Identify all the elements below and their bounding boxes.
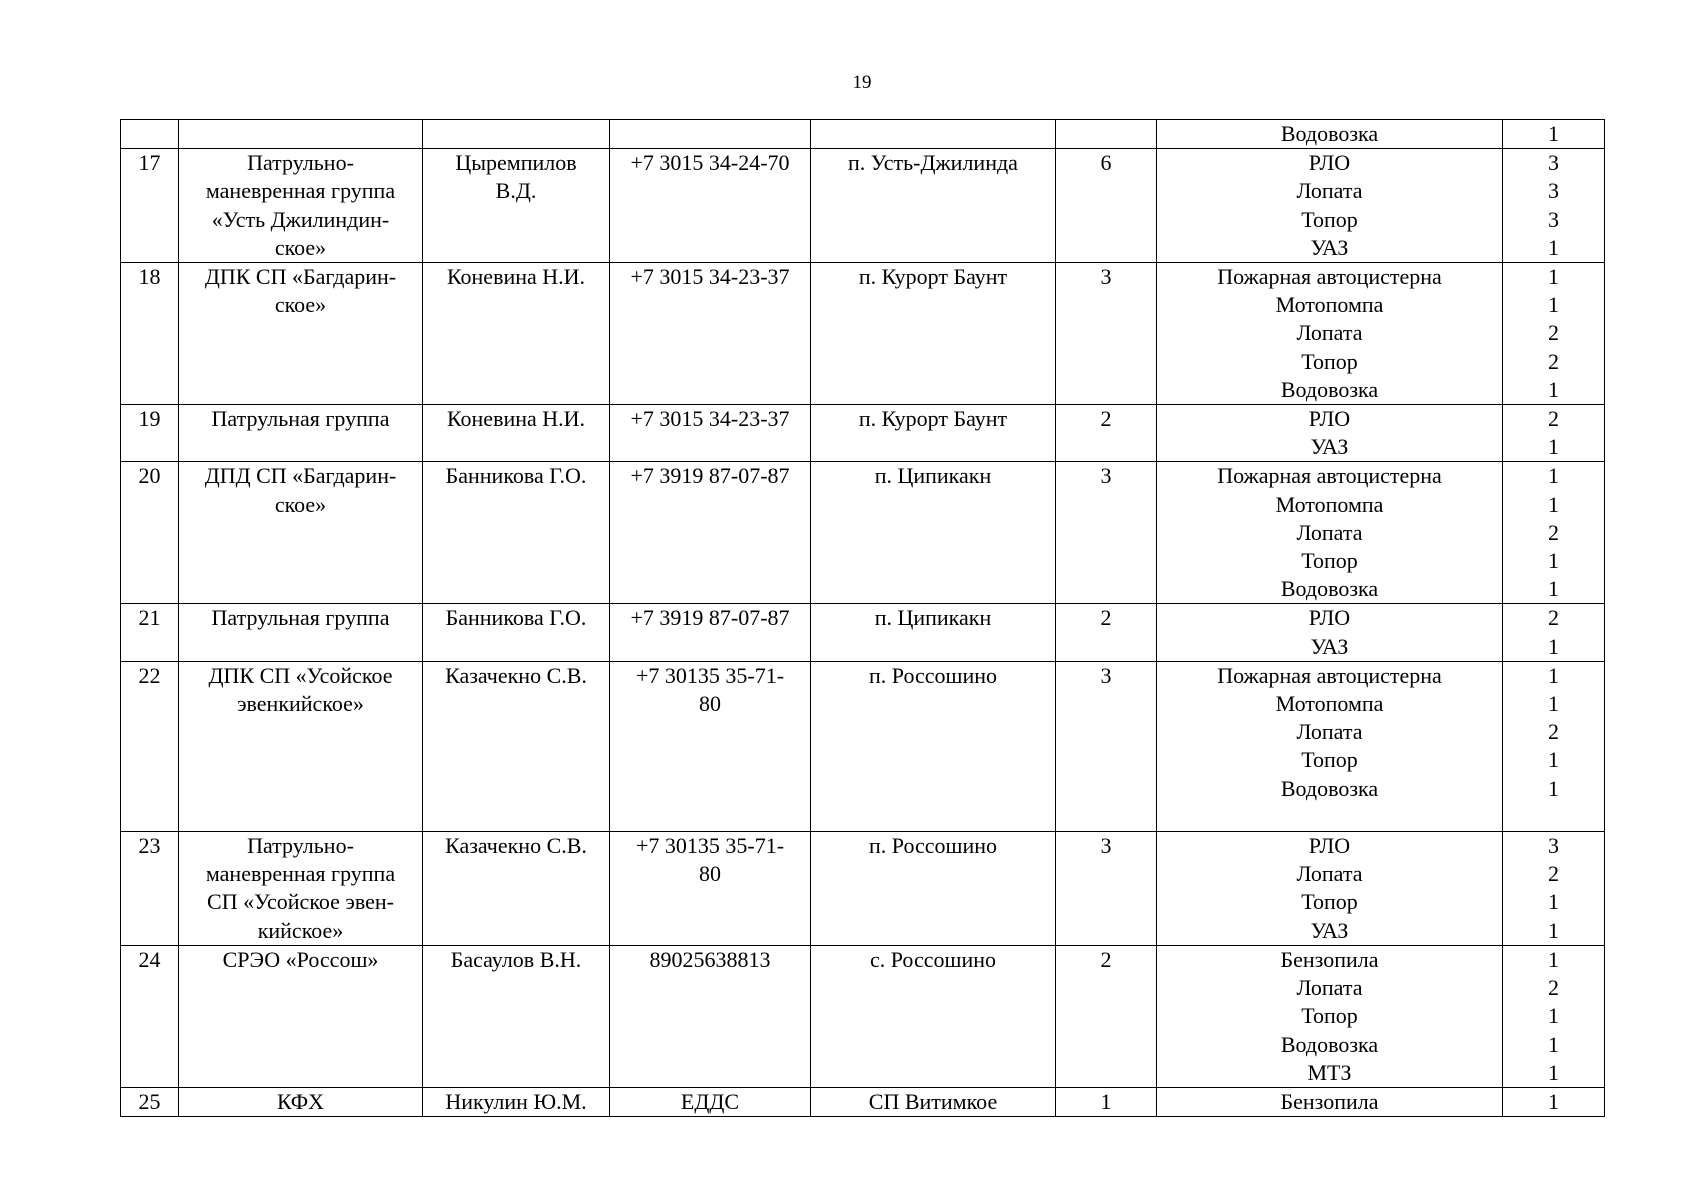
personnel-count-cell bbox=[1056, 1087, 1157, 1116]
unit-name-line: КФХ bbox=[277, 1088, 324, 1114]
unit-name-line: маневренная группа bbox=[205, 861, 396, 887]
phone-cell bbox=[610, 120, 811, 149]
row-number: 18 bbox=[138, 264, 161, 290]
personnel-count: 2 bbox=[1100, 605, 1112, 631]
head-name-cell bbox=[423, 263, 610, 405]
equipment-qty: 1 bbox=[1548, 775, 1559, 801]
location: п. Ципикакн bbox=[874, 463, 992, 489]
unit-name-line: СРЭО «Россош» bbox=[222, 946, 379, 972]
unit-name-cell bbox=[179, 661, 423, 831]
equipment-qty: 2 bbox=[1548, 719, 1559, 745]
equipment-qty: 1 bbox=[1548, 691, 1559, 717]
phone-cell bbox=[610, 1087, 811, 1116]
equipment-qty: 1 bbox=[1548, 889, 1559, 915]
equipment-qty-cell bbox=[1503, 661, 1605, 831]
page-number: 19 bbox=[852, 72, 872, 93]
phone-cell bbox=[610, 661, 811, 831]
equipment-name: Мотопомпа bbox=[1275, 491, 1384, 517]
row-number-cell bbox=[121, 1087, 179, 1116]
equipment-qty: 1 bbox=[1548, 376, 1559, 402]
equipment-name: Топор bbox=[1301, 548, 1358, 574]
equipment-cell bbox=[1157, 263, 1503, 405]
head-name-cell bbox=[423, 120, 610, 149]
equipment-qty-cell bbox=[1503, 263, 1605, 405]
location: с. Россошино bbox=[869, 946, 997, 972]
equipment-qty: 3 bbox=[1548, 833, 1559, 859]
equipment-qty: 2 bbox=[1548, 605, 1559, 631]
personnel-count: 3 bbox=[1100, 463, 1112, 489]
row-number: 24 bbox=[138, 946, 161, 972]
location-cell bbox=[811, 604, 1056, 661]
equipment-name: Водовозка bbox=[1280, 376, 1379, 402]
equipment-qty: 1 bbox=[1548, 548, 1559, 574]
equipment-name: Пожарная автоцистерна bbox=[1217, 662, 1442, 688]
equipment-name: Мотопомпа bbox=[1275, 292, 1384, 318]
phone-line: 80 bbox=[699, 691, 721, 717]
equipment-name: РЛО bbox=[1308, 833, 1351, 859]
equipment-qty-cell bbox=[1503, 462, 1605, 604]
row-number-cell bbox=[121, 120, 179, 149]
equipment-qty: 1 bbox=[1548, 463, 1559, 489]
equipment-name: Топор bbox=[1301, 747, 1358, 773]
equipment-name: РЛО bbox=[1308, 150, 1351, 176]
row-number: 19 bbox=[138, 406, 161, 432]
equipment-qty-cell bbox=[1503, 120, 1605, 149]
phone-line: +7 3919 87-07-87 bbox=[630, 463, 790, 489]
equipment-qty-cell bbox=[1503, 945, 1605, 1087]
unit-name-line: ское» bbox=[274, 491, 327, 517]
equipment-qty: 1 bbox=[1548, 434, 1559, 460]
unit-name-line: ское» bbox=[274, 292, 327, 318]
personnel-count-cell bbox=[1056, 263, 1157, 405]
head-name-line: Басаулов В.Н. bbox=[450, 946, 582, 972]
equipment-name: Топор bbox=[1301, 206, 1358, 232]
equipment-qty-cell bbox=[1503, 1087, 1605, 1116]
location: п. Россошино bbox=[868, 833, 998, 859]
phone-line: +7 30135 35-71- bbox=[635, 662, 785, 688]
personnel-count-cell bbox=[1056, 832, 1157, 946]
equipment-name: УАЗ bbox=[1310, 917, 1349, 943]
equipment-name: Водовозка bbox=[1280, 1031, 1379, 1057]
equipment-qty: 1 bbox=[1548, 633, 1559, 659]
table-row bbox=[121, 405, 1605, 462]
location-cell bbox=[811, 832, 1056, 946]
location-cell bbox=[811, 462, 1056, 604]
equipment-qty: 2 bbox=[1548, 320, 1559, 346]
head-name-cell bbox=[423, 1087, 610, 1116]
row-number: 22 bbox=[138, 662, 161, 688]
personnel-count: 3 bbox=[1100, 833, 1112, 859]
phone-line: ЕДДС bbox=[680, 1088, 740, 1114]
table-row bbox=[121, 604, 1605, 661]
unit-name-line: ское» bbox=[274, 234, 327, 260]
head-name-line: Коневина Н.И. bbox=[446, 264, 586, 290]
equipment-name: МТЗ bbox=[1307, 1059, 1352, 1085]
equipment-name: УАЗ bbox=[1310, 234, 1349, 260]
unit-name-cell bbox=[179, 604, 423, 661]
personnel-count-cell bbox=[1056, 462, 1157, 604]
equipment-cell bbox=[1157, 1087, 1503, 1116]
equipment-qty: 3 bbox=[1548, 150, 1559, 176]
personnel-count: 3 bbox=[1100, 662, 1112, 688]
location-cell bbox=[811, 263, 1056, 405]
equipment-qty: 1 bbox=[1548, 1003, 1559, 1029]
equipment-qty: 3 bbox=[1548, 178, 1559, 204]
head-name-cell bbox=[423, 832, 610, 946]
head-name-cell bbox=[423, 149, 610, 263]
personnel-count: 1 bbox=[1100, 1088, 1112, 1114]
row-number-cell bbox=[121, 832, 179, 946]
personnel-count-cell bbox=[1056, 405, 1157, 462]
equipment-qty: 2 bbox=[1548, 975, 1559, 1001]
head-name-cell bbox=[423, 405, 610, 462]
equipment-qty: 3 bbox=[1548, 206, 1559, 232]
equipment-qty: 1 bbox=[1548, 264, 1559, 290]
unit-name-cell bbox=[179, 120, 423, 149]
phone-line: +7 3015 34-24-70 bbox=[630, 150, 790, 176]
unit-name-line: СП «Усойское эвен- bbox=[207, 889, 394, 915]
row-number-cell bbox=[121, 149, 179, 263]
equipment-cell bbox=[1157, 120, 1503, 149]
unit-name-cell bbox=[179, 263, 423, 405]
equipment-name: Бензопила bbox=[1280, 1088, 1379, 1114]
unit-name-cell bbox=[179, 149, 423, 263]
equipment-qty: 1 bbox=[1548, 747, 1559, 773]
unit-name-cell bbox=[179, 945, 423, 1087]
phone-cell bbox=[610, 604, 811, 661]
location-cell bbox=[811, 405, 1056, 462]
row-number-cell bbox=[121, 661, 179, 831]
row-number: 23 bbox=[138, 833, 161, 859]
personnel-count: 3 bbox=[1100, 264, 1112, 290]
phone-line: 80 bbox=[699, 861, 721, 887]
phone-line: +7 3015 34-23-37 bbox=[630, 264, 790, 290]
head-name-cell bbox=[423, 462, 610, 604]
equipment-name: Лопата bbox=[1296, 861, 1363, 887]
phone-cell bbox=[610, 149, 811, 263]
equipment-qty bbox=[1509, 803, 1598, 831]
location: п. Курорт Баунт bbox=[858, 264, 1008, 290]
equipment-qty: 1 bbox=[1548, 121, 1559, 146]
equipment-cell bbox=[1157, 945, 1503, 1087]
unit-name-line: эвенкийское» bbox=[237, 691, 364, 717]
equipment-qty: 1 bbox=[1548, 917, 1559, 943]
row-number-cell bbox=[121, 604, 179, 661]
equipment-name: Лопата bbox=[1296, 519, 1363, 545]
equipment-qty: 1 bbox=[1548, 491, 1559, 517]
equipment-qty: 1 bbox=[1548, 662, 1559, 688]
phone-cell bbox=[610, 462, 811, 604]
equipment-cell bbox=[1157, 604, 1503, 661]
phone-cell bbox=[610, 263, 811, 405]
equipment-qty-cell bbox=[1503, 604, 1605, 661]
equipment-cell bbox=[1157, 149, 1503, 263]
equipment-name: Мотопомпа bbox=[1275, 691, 1384, 717]
personnel-count-cell bbox=[1056, 945, 1157, 1087]
head-name-line: Банникова Г.О. bbox=[445, 463, 587, 489]
equipment-name: Лопата bbox=[1296, 320, 1363, 346]
equipment-cell bbox=[1157, 832, 1503, 946]
unit-name-line: кийское» bbox=[257, 917, 344, 943]
equipment-name: РЛО bbox=[1308, 406, 1351, 432]
table-row bbox=[121, 263, 1605, 405]
equipment-name: Лопата bbox=[1296, 719, 1363, 745]
row-number: 21 bbox=[138, 605, 161, 631]
unit-name-cell bbox=[179, 462, 423, 604]
location-cell bbox=[811, 661, 1056, 831]
equipment-name: УАЗ bbox=[1310, 633, 1349, 659]
equipment-cell bbox=[1157, 462, 1503, 604]
equipment-qty-cell bbox=[1503, 149, 1605, 263]
head-name-line: Казачекно С.В. bbox=[445, 833, 587, 859]
location-cell bbox=[811, 1087, 1056, 1116]
equipment-qty: 2 bbox=[1548, 519, 1559, 545]
row-number: 17 bbox=[138, 150, 161, 176]
row-number: 25 bbox=[138, 1088, 161, 1114]
unit-name-line: маневренная группа bbox=[205, 178, 396, 204]
row-number-cell bbox=[121, 462, 179, 604]
location-cell bbox=[811, 945, 1056, 1087]
table-row bbox=[121, 462, 1605, 604]
unit-name-cell bbox=[179, 1087, 423, 1116]
head-name-cell bbox=[423, 661, 610, 831]
equipment-qty: 1 bbox=[1548, 1059, 1559, 1085]
head-name-line: Никулин Ю.М. bbox=[445, 1088, 587, 1114]
unit-name-line: Патрульно- bbox=[247, 150, 354, 176]
equipment-name: Топор bbox=[1301, 889, 1358, 915]
personnel-count: 2 bbox=[1100, 406, 1112, 432]
location: п. Ципикакн bbox=[874, 605, 992, 631]
table-row bbox=[121, 120, 1605, 149]
equipment-qty: 1 bbox=[1548, 234, 1559, 260]
equipment-qty: 1 bbox=[1548, 292, 1559, 318]
equipment-cell bbox=[1157, 661, 1503, 831]
equipment-name: Водовозка bbox=[1280, 775, 1379, 801]
unit-name-line: ДПД СП «Багдарин- bbox=[204, 463, 397, 489]
equipment-name: Пожарная автоцистерна bbox=[1217, 264, 1442, 290]
equipment-name: Водовозка bbox=[1280, 121, 1379, 146]
table-row bbox=[121, 149, 1605, 263]
equipment-name: РЛО bbox=[1308, 605, 1351, 631]
unit-name-line: ДПК СП «Усойское bbox=[208, 662, 393, 688]
equipment-name: Пожарная автоцистерна bbox=[1217, 463, 1442, 489]
table-body bbox=[121, 120, 1605, 1117]
phone-line: 89025638813 bbox=[649, 946, 771, 972]
head-name-line: Коневина Н.И. bbox=[446, 406, 586, 432]
table-row bbox=[121, 1087, 1605, 1116]
resources-table bbox=[120, 119, 1605, 1117]
phone-cell bbox=[610, 945, 811, 1087]
location-cell bbox=[811, 120, 1056, 149]
table-row bbox=[121, 945, 1605, 1087]
equipment-qty: 1 bbox=[1548, 576, 1559, 602]
row-number-cell bbox=[121, 945, 179, 1087]
phone-cell bbox=[610, 405, 811, 462]
equipment-qty-cell bbox=[1503, 405, 1605, 462]
phone-line: +7 3015 34-23-37 bbox=[630, 406, 790, 432]
table-row bbox=[121, 832, 1605, 946]
unit-name-cell bbox=[179, 832, 423, 946]
equipment-cell bbox=[1157, 405, 1503, 462]
location: п. Россошино bbox=[868, 662, 998, 688]
personnel-count-cell bbox=[1056, 604, 1157, 661]
equipment-name bbox=[1163, 803, 1496, 831]
equipment-qty: 1 bbox=[1548, 1031, 1559, 1057]
row-number-cell bbox=[121, 263, 179, 405]
head-name-cell bbox=[423, 604, 610, 661]
unit-name-line: Патрульно- bbox=[247, 833, 354, 859]
equipment-qty: 2 bbox=[1548, 861, 1559, 887]
equipment-qty: 1 bbox=[1548, 946, 1559, 972]
unit-name-line: Патрульная группа bbox=[211, 406, 390, 432]
phone-line: +7 3919 87-07-87 bbox=[630, 605, 790, 631]
equipment-qty: 2 bbox=[1548, 348, 1559, 374]
personnel-count: 6 bbox=[1100, 150, 1112, 176]
head-name-line: Казачекно С.В. bbox=[445, 662, 587, 688]
unit-name-line: ДПК СП «Багдарин- bbox=[204, 264, 397, 290]
equipment-qty-cell bbox=[1503, 832, 1605, 946]
equipment-name: Лопата bbox=[1296, 975, 1363, 1001]
phone-cell bbox=[610, 832, 811, 946]
table-row bbox=[121, 661, 1605, 831]
head-name-line: Банникова Г.О. bbox=[445, 605, 587, 631]
personnel-count-cell bbox=[1056, 120, 1157, 149]
head-name-cell bbox=[423, 945, 610, 1087]
unit-name-line: «Усть Джилиндин- bbox=[211, 206, 390, 232]
head-name-line: Цыремпилов bbox=[455, 150, 577, 176]
equipment-qty: 1 bbox=[1548, 1088, 1559, 1114]
row-number-cell bbox=[121, 405, 179, 462]
personnel-count-cell bbox=[1056, 661, 1157, 831]
equipment-name: Топор bbox=[1301, 348, 1358, 374]
phone-line: +7 30135 35-71- bbox=[635, 833, 785, 859]
head-name-line: В.Д. bbox=[495, 178, 537, 204]
equipment-name: Топор bbox=[1301, 1003, 1358, 1029]
equipment-name: Лопата bbox=[1296, 178, 1363, 204]
location: СП Витимкое bbox=[868, 1088, 998, 1114]
personnel-count: 2 bbox=[1100, 946, 1112, 972]
personnel-count-cell bbox=[1056, 149, 1157, 263]
unit-name-line: Патрульная группа bbox=[211, 605, 390, 631]
row-number bbox=[127, 120, 172, 148]
location-cell bbox=[811, 149, 1056, 263]
unit-name-cell bbox=[179, 405, 423, 462]
location: п. Курорт Баунт bbox=[858, 406, 1008, 432]
location: п. Усть-Джилинда bbox=[848, 150, 1018, 176]
equipment-name: УАЗ bbox=[1310, 434, 1349, 460]
row-number: 20 bbox=[138, 463, 161, 489]
equipment-name: Водовозка bbox=[1280, 576, 1379, 602]
equipment-qty: 2 bbox=[1548, 406, 1559, 432]
equipment-name: Бензопила bbox=[1280, 946, 1379, 972]
